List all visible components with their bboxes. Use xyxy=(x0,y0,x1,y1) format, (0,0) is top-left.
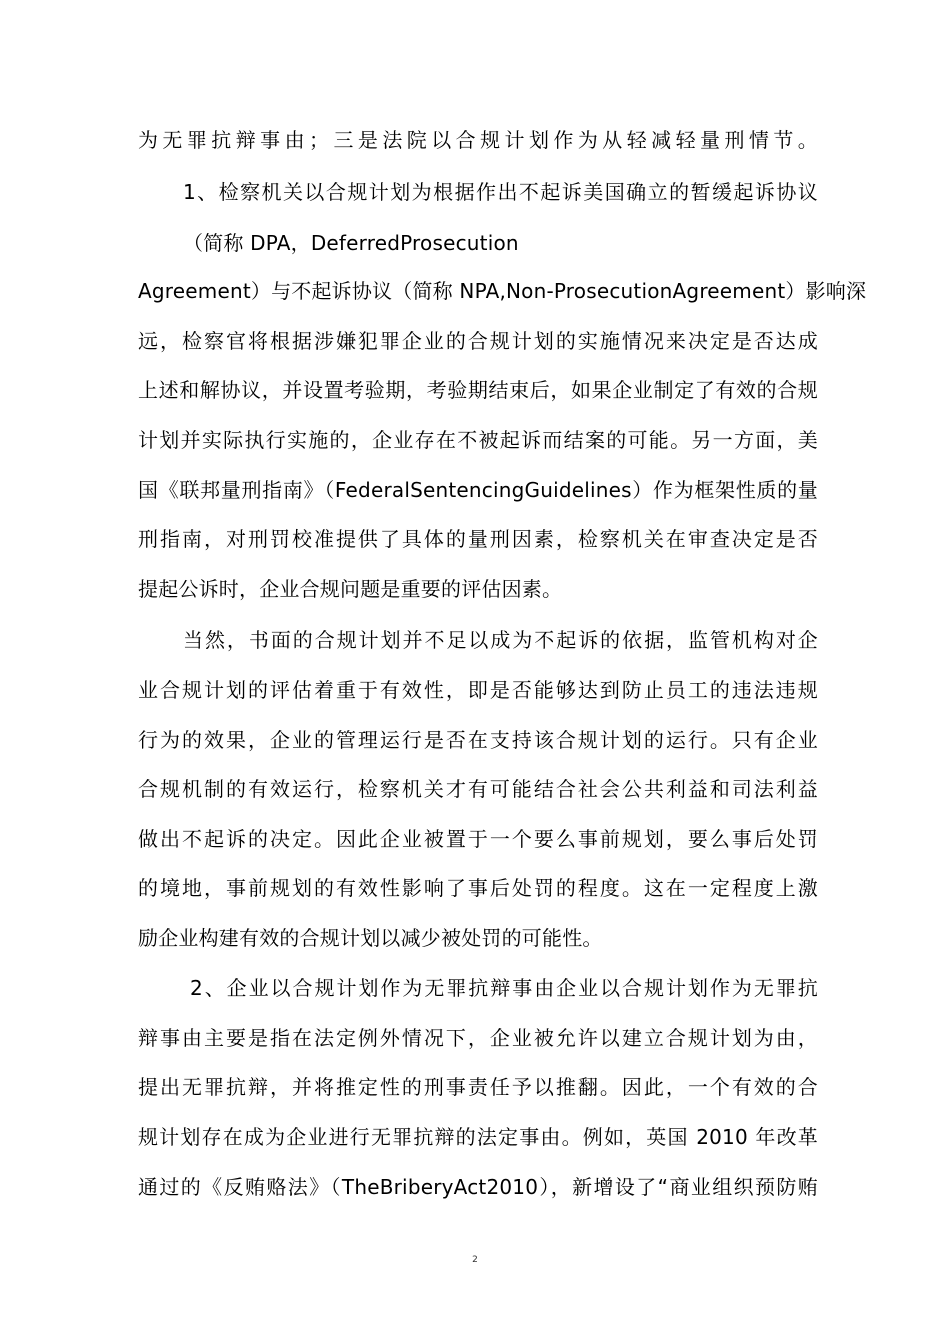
text-line: 2、企业以合规计划作为无罪抗辩事由企业以合规计划作为无罪抗 xyxy=(190,976,818,1000)
text-line: （简称 DPA，DeferredProsecution xyxy=(183,231,519,255)
text-line: 提起公诉时，企业合规问题是重要的评估因素。 xyxy=(138,577,563,601)
page-number: 2 xyxy=(472,1255,478,1265)
text-line: 国《联邦量刑指南》（FederalSentencingGuidelines）作为框架性质的量 xyxy=(138,478,818,502)
text-line: 为无罪抗辩事由；三是法院以合规计划作为从轻减轻量刑情节。 xyxy=(138,128,818,152)
text-line: 行为的效果，企业的管理运行是否在支持该合规计划的运行。只有企业 xyxy=(138,728,818,752)
text-line: 合规机制的有效运行，检察机关才有可能结合社会公共利益和司法利益 xyxy=(138,777,818,801)
text-line: 的境地，事前规划的有效性影响了事后处罚的程度。这在一定程度上激 xyxy=(138,876,818,900)
text-line: 提出无罪抗辩，并将推定性的刑事责任予以推翻。因此，一个有效的合 xyxy=(138,1075,818,1099)
text-line: 做出不起诉的决定。因此企业被置于一个要么事前规划，要么事后处罚 xyxy=(138,827,818,851)
text-line: 辩事由主要是指在法定例外情况下，企业被允许以建立合规计划为由， xyxy=(138,1026,818,1050)
text-line: 刑指南，对刑罚校准提供了具体的量刑因素，检察机关在审查决定是否 xyxy=(138,527,818,551)
text-line: 励企业构建有效的合规计划以减少被处罚的可能性。 xyxy=(138,926,603,950)
text-line: 规计划存在成为企业进行无罪抗辩的法定事由。例如，英国 2010 年改革 xyxy=(138,1125,818,1149)
text-line: 通过的《反贿赂法》（TheBriberyAct2010），新增设了“商业组织预防贿 xyxy=(138,1175,818,1199)
text-line: 远，检察官将根据涉嫌犯罪企业的合规计划的实施情况来决定是否达成 xyxy=(138,329,818,353)
text-line: 计划并实际执行实施的，企业存在不被起诉而结案的可能。另一方面，美 xyxy=(138,428,818,452)
text-line: 上述和解协议，并设置考验期，考验期结束后，如果企业制定了有效的合规 xyxy=(138,378,818,402)
text-line: 业合规计划的评估着重于有效性，即是否能够达到防止员工的违法违规 xyxy=(138,678,818,702)
text-line: 1、检察机关以合规计划为根据作出不起诉美国确立的暂缓起诉协议 xyxy=(183,180,818,204)
text-line: 当然，书面的合规计划并不足以成为不起诉的依据，监管机构对企 xyxy=(183,628,818,652)
text-line: Agreement）与不起诉协议（简称 NPA,Non-ProsecutionAgreement）影响深 xyxy=(138,279,867,303)
